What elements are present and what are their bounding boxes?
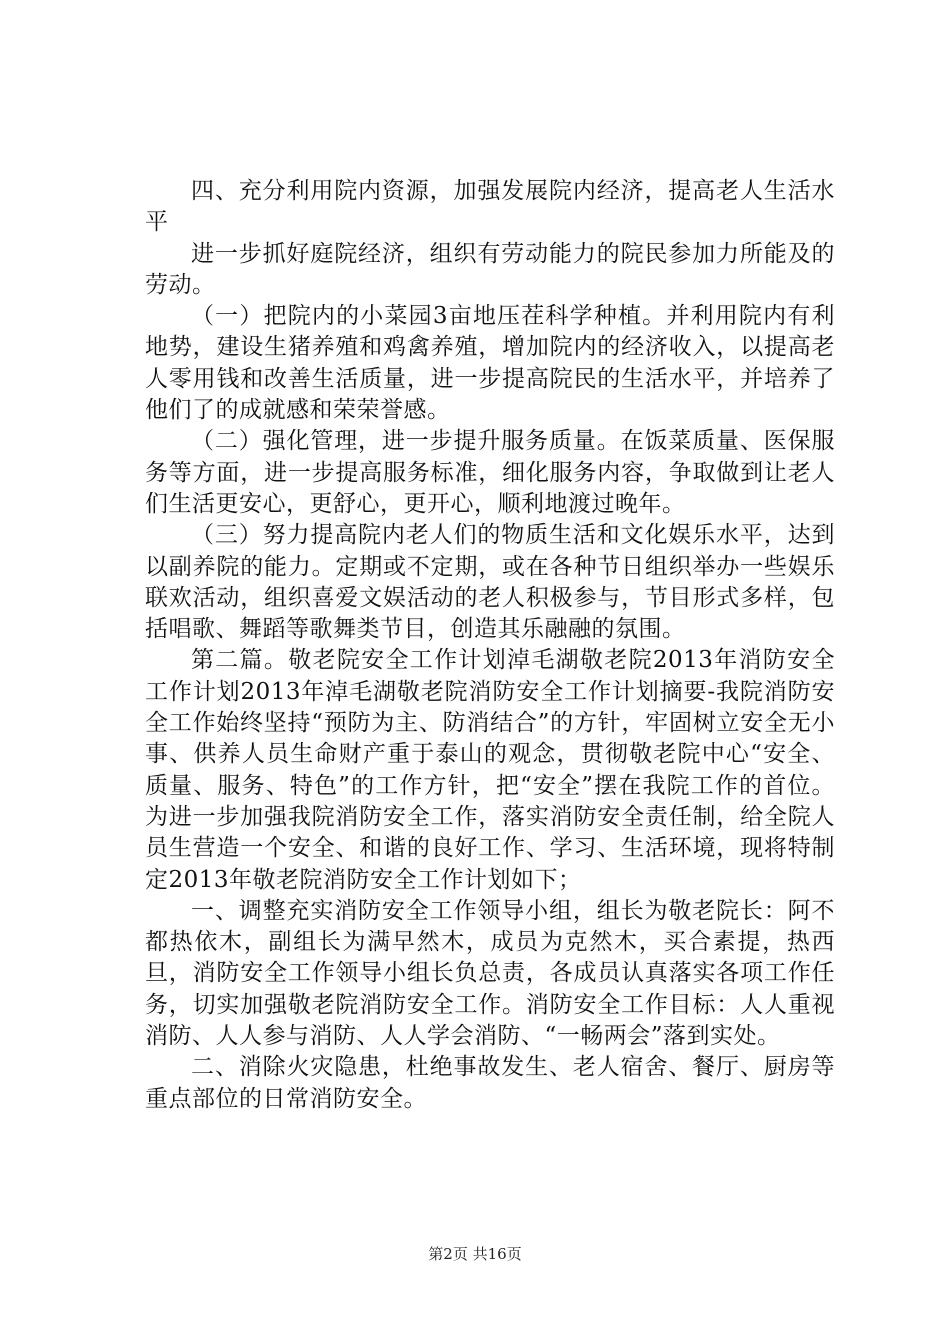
- body-paragraph: 第二篇。敬老院安全工作计划淖毛湖敬老院2013年消防安全工作计划2013年淖毛湖敬老院消防安全工作计划摘要-我院消防安全工作始终坚持“预防为主、防消结合”的方针，牢固树立安全无小事、供养人员生命财产重于泰山的观念，贯彻敬老院中心“安全、质量、服务、特色”的工作方针，把“安全”摆在我院工作的首位。为进一步加强我院消防安全工作，落实消防安全责任制，给全院人员生营造一个安全、和谐的良好工作、学习、生活环境，现将特制定2013年敬老院消防安全工作计划如下；: [145, 647, 835, 893]
- page-footer: [0, 1244, 950, 1264]
- body-paragraph: 一、调整充实消防安全工作领导小组，组长为敬老院长：阿不都热依木，副组长为满早然木，成员为克然木，买合素提，热西旦，消防安全工作领导小组长负总责，各成员认真落实各项工作任务，切实加强敬老院消防安全工作。消防安全工作目标：人人重视消防、人人参与消防、人人学会消防、“一畅两会”落到实处。: [145, 897, 835, 1050]
- body-paragraph: （一）把院内的小菜园3亩地压茬科学种植。并利用院内有利地势，建设生猪养殖和鸡禽养殖，增加院内的经济收入，以提高老人零用钱和改善生活质量，进一步提高院民的生活水平，并培养了他们了的成就感和荣荣誉感。: [145, 303, 835, 424]
- page-number: 第2页 共16页: [428, 1245, 522, 1263]
- body-paragraph: （二）强化管理，进一步提升服务质量。在饭菜质量、医保服务等方面，进一步提高服务标准，细化服务内容，争取做到让老人们生活更安心，更舒心，更开心，顺利地渡过晚年。: [145, 428, 835, 517]
- body-paragraph: 进一步抓好庭院经济，组织有劳动能力的院民参加力所能及的劳动。: [145, 240, 835, 298]
- body-paragraph: （三）努力提高院内老人们的物质生活和文化娱乐水平，达到以副养院的能力。定期或不定期，或在各种节日组织举办一些娱乐联欢活动，组织喜爱文娱活动的老人积极参与，节目形式多样，包括唱歌、舞蹈等歌舞类节目，创造其乐融融的氛围。: [145, 522, 835, 643]
- document-body: [145, 176, 835, 1115]
- section-heading-paragraph: 四、充分利用院内资源，加强发展院内经济，提高老人生活水平: [145, 178, 835, 236]
- body-paragraph: 二、消除火灾隐患，杜绝事故发生、老人宿舍、餐厅、厨房等重点部位的日常消防安全。: [145, 1054, 835, 1112]
